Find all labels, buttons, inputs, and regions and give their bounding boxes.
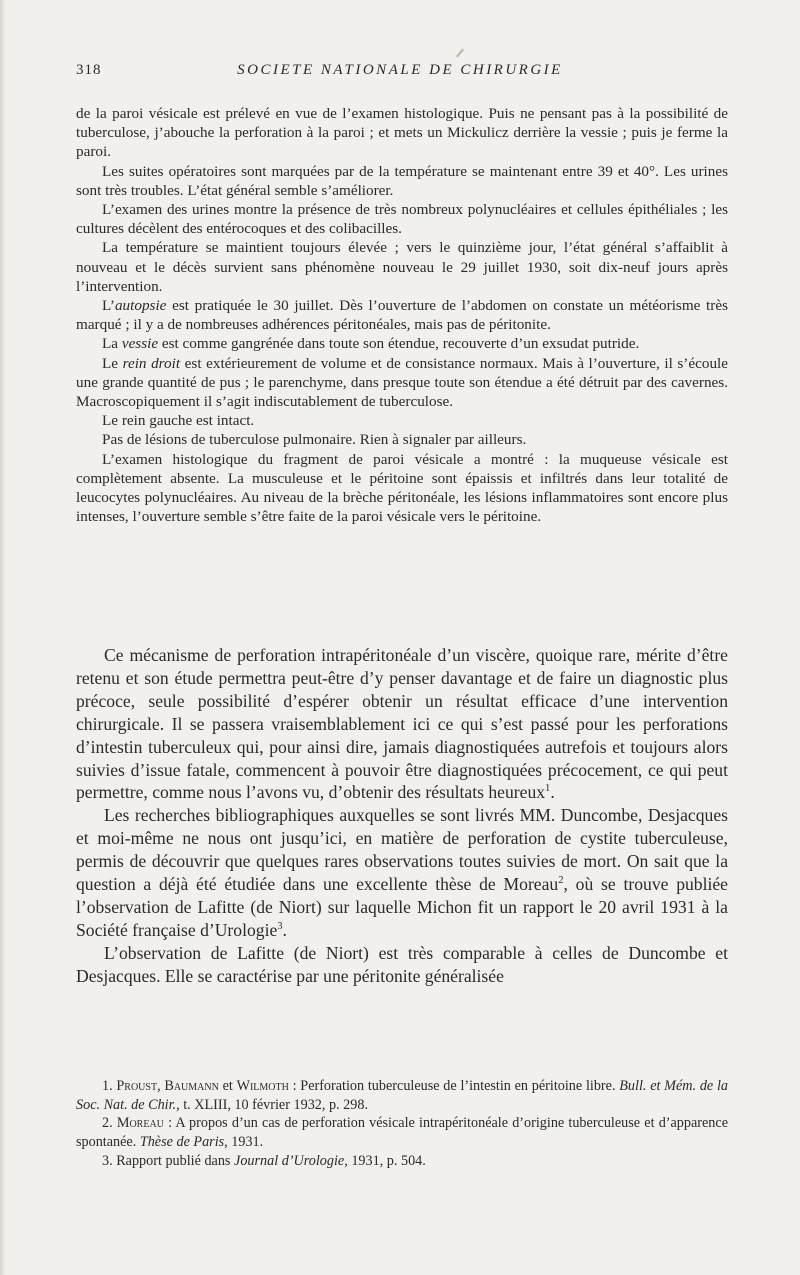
case-report-text [76, 104, 728, 526]
journal-title: Journal d’Urologie [234, 1152, 345, 1169]
footnote-number: 2. [102, 1115, 113, 1132]
text-run: est extérieurement de volume et de consistance normaux. Mais à l’ouverture, il s’écoule une grande quantité de pus ; le parenchyme, dans presque toute son étendue a été détruit par des cavernes. Macroscopiquement il s’agit indiscutablement de tuberculose. [76, 354, 728, 411]
text-run: , t. XLIII, 10 février 1932, p. 298. [176, 1096, 368, 1113]
text-run: La [102, 335, 122, 353]
footnote-number: 1. [102, 1078, 113, 1094]
text-run: Ce mécanisme de perforation intrapéritonéale d’un viscère, quoique rare, mérite d’être retenu et son étude permettra peut-être d’y penser davantage et de faire un diagnostic plus précoce, seule possibilité d’espérer obtenir un résultat efficace d’une intervention chirurgicale. Il se passera vraisemblablement ici ce qui s’est passé pour les perforations d’intestin tuberculeux qui, pour ainsi dire, jamais diagnostiquées autrefois et toujours alors suivies d’issue fatale, commencent à pouvoir être diagnostiquées précocement, ce qui peut permettre, comme nous l’avons vu, d’obtenir des résultats heureux [76, 645, 728, 803]
text-run: et [218, 1078, 237, 1094]
text-run: , 1931, p. 504. [344, 1152, 426, 1169]
text-run: : Perforation tuberculeuse de l’intestin en péritoine libre. [288, 1078, 620, 1094]
footnote-ref: 1 [545, 783, 551, 795]
text-run: est pratiquée le 30 juillet. Dès l’ouverture de l’abdomen on constate un météorisme très marqué ; il y a de nombreuses adhérences péritonéales, mais pas de péritonite. [76, 297, 728, 334]
italic-term: rein droit [122, 354, 181, 372]
text-run: , où se trouve publiée l’observation de Lafitte (de Niort) sur laquelle Michon fit un rapport le 20 avril 1931 à la Société française d’Urologie [76, 874, 728, 940]
italic-term: vessie [121, 335, 159, 353]
paragraph [76, 334, 728, 353]
paragraph [76, 354, 728, 412]
paragraph: de la paroi vésicale est prélevé en vue de l’examen histologique. Puis ne pensant pas à la possibilité de tuberculose, j’abouche la perforation à la paroi ; et mets un Mickulicz derrière la vessie ; puis je ferme la paroi. [76, 105, 728, 161]
footnote-ref: 3 [277, 921, 283, 933]
footnote-author: Wilmoth [236, 1078, 289, 1094]
page-edge-shadow [0, 0, 6, 1275]
footnote [76, 1077, 728, 1114]
paragraph: Le rein gauche est intact. [102, 412, 255, 430]
journal-title: Bull. et Mém. de la Soc. Nat. de Chir. [76, 1078, 729, 1113]
footnote-number: 3. [102, 1152, 113, 1169]
paragraph: L’observation de Lafitte (de Niort) est très comparable à celles de Duncombe et Desjacques. Elle se caractérise par une péritonite généralisée [76, 942, 728, 986]
footnotes [76, 1077, 728, 1171]
paragraph [76, 644, 728, 804]
text-run: L’ [102, 297, 115, 315]
text-run: Le [102, 354, 123, 372]
text-run: Les recherches bibliographiques auxquelles se sont livrés MM. Duncombe, Desjacques et moi-même ne nous ont jusqu’ici, en matière de perforation de cystite tuberculeuse, permis de découvrir que quelques rares observations toutes suivies de mort. On sait que la question a déjà été étudiée dans une excellente thèse de Moreau [76, 805, 728, 895]
footnote-ref: 2 [558, 875, 564, 887]
journal-title: Thèse de Paris [139, 1134, 225, 1151]
paragraph: Les suites opératoires sont marquées par de la température se maintenant entre 39 et 40°. Les urines sont très troubles. L’état général semble s’améliorer. [76, 162, 728, 199]
text-run: , 1931. [224, 1134, 264, 1151]
paragraph: L’examen des urines montre la présence de très nombreux polynucléaires et cellules épithéliales ; les cultures décèlent des entérocoques et des colibacilles. [76, 201, 728, 238]
text-run: : A propos d’un cas de perforation vésicale intrapéritonéale d’origine tuberculeuse et d’apparence spontanée. [76, 1115, 729, 1151]
footnote [76, 1152, 728, 1171]
page-number: 318 [76, 62, 102, 78]
text-run: est comme gangrénée dans toute son étendue, recouverte d’un exsudat putride. [158, 335, 640, 353]
paragraph: L’examen histologique du fragment de paroi vésicale a montré : la muqueuse vésicale est complètement absente. La musculeuse et le péritoine sont épaissis et infiltrés dans leur totalité de leucocytes polynucléaires. Au niveau de la brèche péritonéale, les lésions inflammatoires sont encore plus intenses, l’ouverture semble s’être faite de la paroi vésicale vers le péritoine. [76, 450, 728, 526]
text-run: . [550, 782, 555, 803]
italic-term: autopsie [114, 297, 167, 315]
text-run: Rapport publié dans [116, 1152, 235, 1169]
pencil-mark [456, 49, 464, 58]
footnote-author: Proust, Baumann [116, 1078, 219, 1094]
paragraph [76, 296, 728, 334]
paragraph [76, 804, 728, 941]
footnote [76, 1114, 728, 1151]
footnote-author: Moreau [116, 1115, 164, 1132]
main-body-text [76, 644, 728, 988]
text-run: . [282, 919, 287, 940]
running-title: SOCIETE NATIONALE DE CHIRURGIE [237, 62, 563, 78]
paragraph: La température se maintient toujours élevée ; vers le quinzième jour, l’état général s’affaiblit à nouveau et le décès survient sans phénomène nouveau le 29 juillet 1930, soit dix-neuf jours après l’intervention. [76, 239, 728, 295]
running-header [76, 62, 724, 86]
paragraph: Pas de lésions de tuberculose pulmonaire. Rien à signaler par ailleurs. [102, 431, 527, 449]
